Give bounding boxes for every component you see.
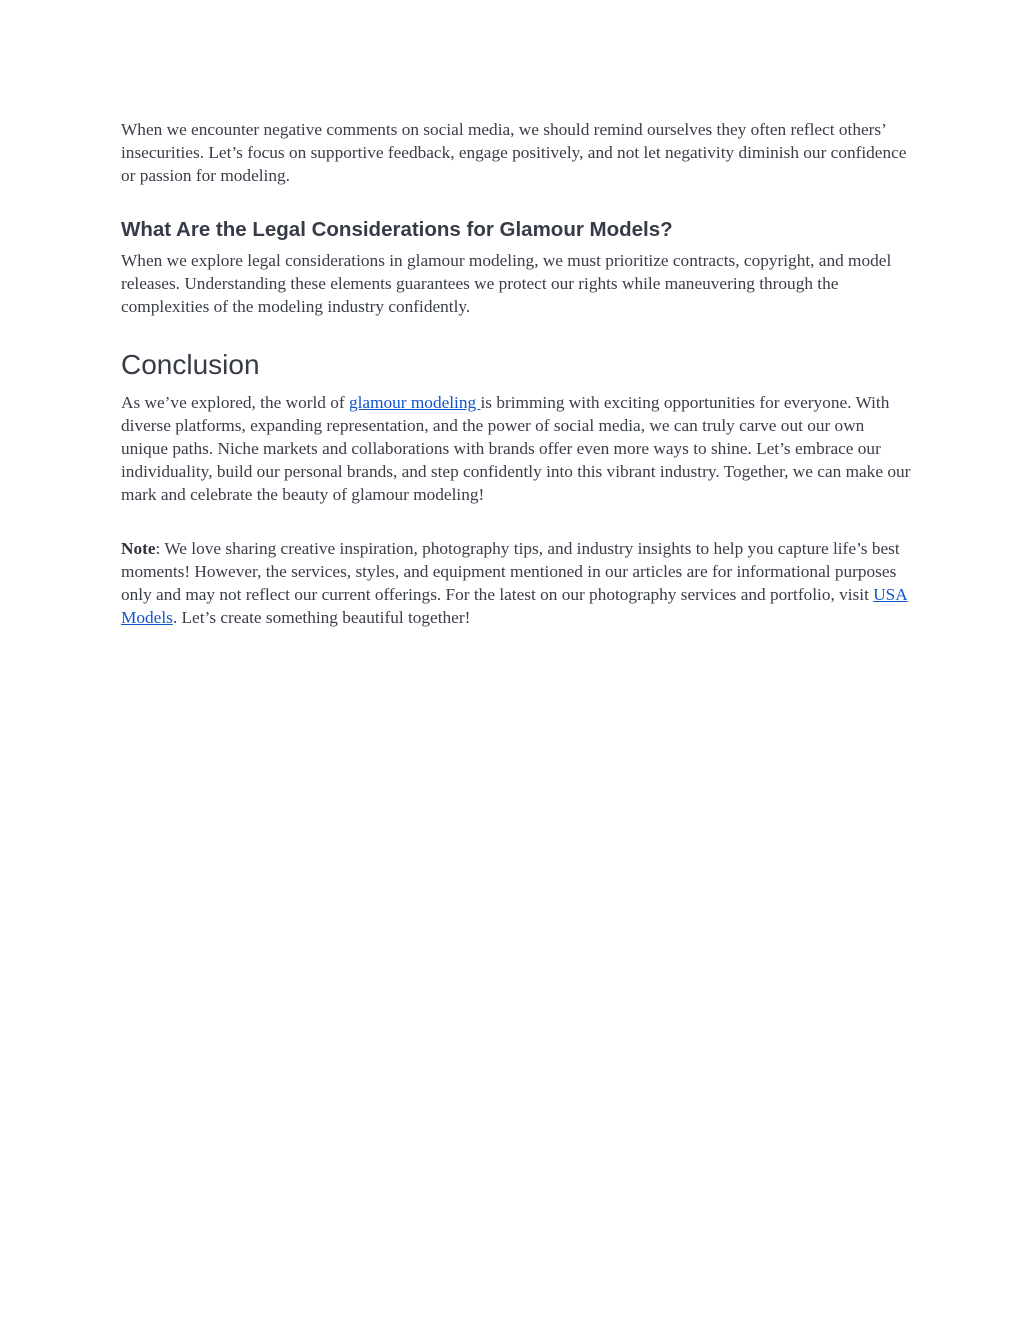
conclusion-heading: Conclusion: [121, 349, 260, 380]
document-page: [121, 118, 911, 629]
note-text-end: . Let’s create something beautiful together!: [172, 608, 471, 627]
conclusion-text-end: is brimming with exciting opportunities for everyone. With diverse platforms, expanding representation, and the power of social media, we can truly carve out our own unique paths. Niche markets and collaborations with brands offer even more ways to shine. Let’s embrace our individuality, build our personal brands, and step confidently into this vibrant industry. Together, we can make our mark and celebrate the beauty of glamour modeling!: [121, 393, 911, 504]
note-paragraph: [121, 537, 911, 629]
conclusion-paragraph: [121, 391, 911, 506]
legal-considerations-paragraph: When we explore legal considerations in glamour modeling, we must prioritize contracts, copyright, and model releases. Understanding these elements guarantees we protect our rights while maneuvering through the complexities of the modeling industry confidently.: [121, 251, 892, 316]
glamour-modeling-link[interactable]: glamour modeling: [348, 393, 481, 412]
note-label: Note: [121, 539, 156, 558]
usa-models-link[interactable]: USA Models: [121, 585, 908, 627]
social-media-paragraph: When we encounter negative comments on social media, we should remind ourselves they often reflect others’ insecurities. Let’s focus on supportive feedback, engage positively, and not let negativity diminish our confidence or passion for modeling.: [121, 120, 907, 185]
conclusion-text-start: As we’ve explored, the world of: [121, 393, 349, 412]
note-text-start: : We love sharing creative inspiration, photography tips, and industry insights to help you capture life’s best moments! However, the services, styles, and equipment mentioned in our articles are for informational purposes only and may not reflect our current offerings. For the latest on our photography services and portfolio, visit: [121, 539, 900, 604]
legal-considerations-heading: What Are the Legal Considerations for Glamour Models?: [121, 218, 673, 241]
